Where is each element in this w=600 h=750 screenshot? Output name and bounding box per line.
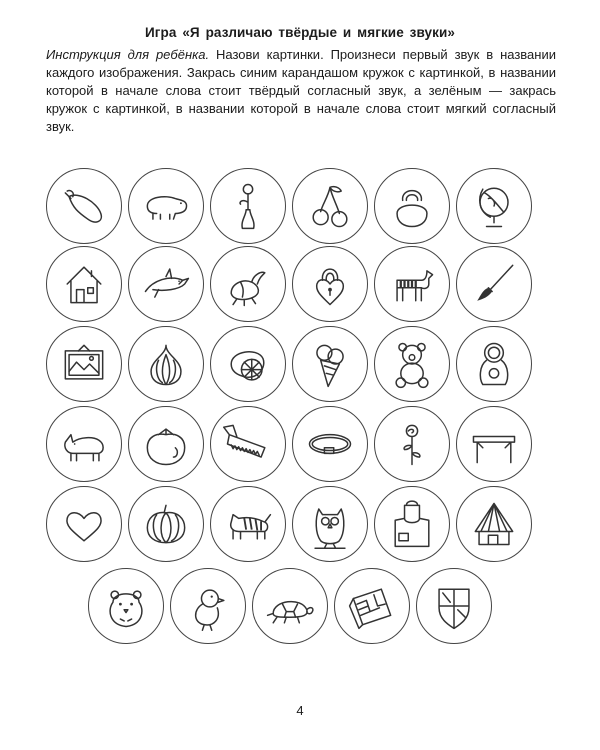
picture-circle-tomato[interactable] <box>128 406 204 482</box>
vase-flower-icon <box>220 178 276 234</box>
eggplant-icon <box>56 178 112 234</box>
page-number: 4 <box>296 703 304 718</box>
dolphin-icon <box>138 256 194 312</box>
rhinoceros-icon <box>56 416 112 472</box>
beetle-icon <box>220 256 276 312</box>
picture-circle-heart[interactable] <box>46 486 122 562</box>
picture-circle-chick[interactable] <box>170 568 246 644</box>
picture-circle-hut[interactable] <box>456 486 532 562</box>
picture-circle-vase-flower[interactable] <box>210 168 286 244</box>
picture-circle-shield[interactable] <box>416 568 492 644</box>
lemon-icon <box>220 336 276 392</box>
rose-icon <box>384 416 440 472</box>
picture-circle-eggplant[interactable] <box>46 168 122 244</box>
turtle-icon <box>262 578 318 634</box>
picture-circle-house[interactable] <box>46 246 122 322</box>
cherries-icon <box>302 178 358 234</box>
onion-icon <box>138 336 194 392</box>
owl-icon <box>302 496 358 552</box>
picture-circle-chocolate[interactable] <box>334 568 410 644</box>
teddy-bear-icon <box>384 336 440 392</box>
picture-circle-hippo[interactable] <box>128 168 204 244</box>
picture-circle-matryoshka[interactable] <box>456 326 532 402</box>
tomato-icon <box>138 416 194 472</box>
picture-circle-turtle[interactable] <box>252 568 328 644</box>
picture-circle-framed-picture[interactable] <box>46 326 122 402</box>
picture-circle-rose[interactable] <box>374 406 450 482</box>
padlock-icon <box>302 256 358 312</box>
picture-circle-hamster[interactable] <box>88 568 164 644</box>
picture-circle-beetle[interactable] <box>210 246 286 322</box>
framed-picture-icon <box>56 336 112 392</box>
picture-circle-paintbrush[interactable] <box>456 246 532 322</box>
hut-icon <box>466 496 522 552</box>
picture-circle-rhinoceros[interactable] <box>46 406 122 482</box>
picture-circle-tiger[interactable] <box>210 486 286 562</box>
picture-circle-cherries[interactable] <box>292 168 368 244</box>
instruction-lead: Инструкция для ребёнка. <box>46 47 210 62</box>
belt-icon <box>302 416 358 472</box>
picture-circle-lemon[interactable] <box>210 326 286 402</box>
hamster-icon <box>98 578 154 634</box>
picture-circle-globe[interactable] <box>456 168 532 244</box>
pumpkin-icon <box>138 496 194 552</box>
picture-circle-zebra[interactable] <box>374 246 450 322</box>
kettlebell-icon <box>384 178 440 234</box>
saw-icon <box>220 416 276 472</box>
house-icon <box>56 256 112 312</box>
heart-icon <box>56 496 112 552</box>
bench-icon <box>466 416 522 472</box>
ice-cream-icon <box>302 336 358 392</box>
picture-circle-saw[interactable] <box>210 406 286 482</box>
hippo-icon <box>138 178 194 234</box>
picture-circle-owl[interactable] <box>292 486 368 562</box>
picture-circle-dolphin[interactable] <box>128 246 204 322</box>
picture-circle-ice-cream[interactable] <box>292 326 368 402</box>
picture-circle-padlock[interactable] <box>292 246 368 322</box>
page-title: Игра «Я различаю твёрдые и мягкие звуки» <box>144 25 456 40</box>
globe-icon <box>466 178 522 234</box>
picture-circle-apron[interactable] <box>374 486 450 562</box>
shield-icon <box>426 578 482 634</box>
instruction-body: Назови картинки. Произнеси первый звук в названии каждого изображения. Закрась синим карандашом кружок с картинкой, в названии которой в начале слова стоит твёрдый согласный звук, а зелёным — закрась кружок с картинкой, в названии которой в начале слова стоит мягкий согласный звук. <box>46 47 556 134</box>
picture-circle-teddy-bear[interactable] <box>374 326 450 402</box>
zebra-icon <box>384 256 440 312</box>
picture-circle-bench[interactable] <box>456 406 532 482</box>
apron-icon <box>384 496 440 552</box>
picture-circle-kettlebell[interactable] <box>374 168 450 244</box>
chocolate-icon <box>344 578 400 634</box>
paintbrush-icon <box>466 256 522 312</box>
matryoshka-icon <box>466 336 522 392</box>
picture-circle-belt[interactable] <box>292 406 368 482</box>
chick-icon <box>180 578 236 634</box>
picture-circle-pumpkin[interactable] <box>128 486 204 562</box>
tiger-icon <box>220 496 276 552</box>
picture-circle-onion[interactable] <box>128 326 204 402</box>
